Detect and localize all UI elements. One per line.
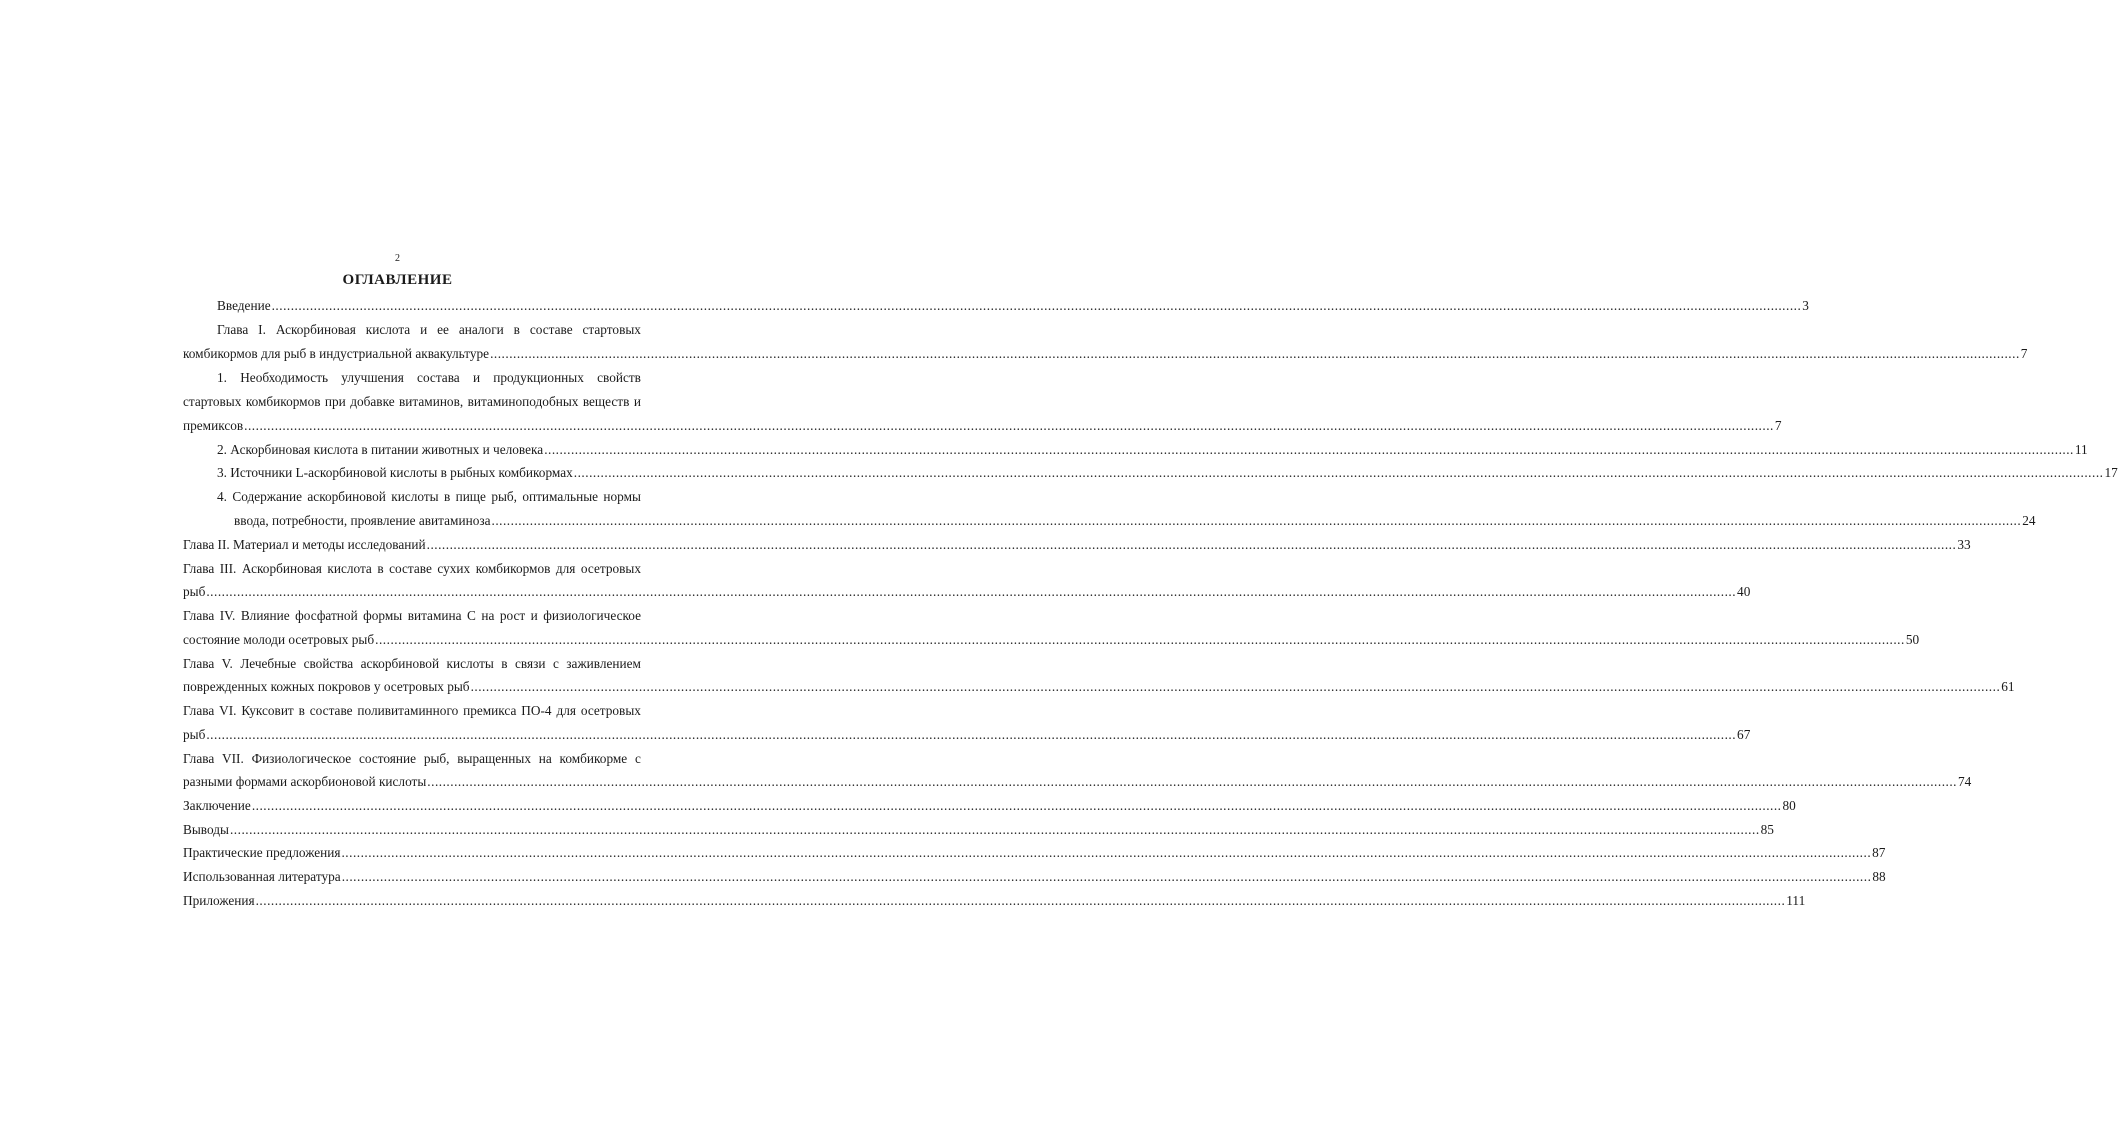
toc-entry-page: 74 bbox=[1957, 774, 1972, 789]
toc-entry-page: 87 bbox=[1872, 845, 1886, 860]
toc-word: рост bbox=[499, 608, 526, 623]
toc-word: с bbox=[552, 656, 559, 671]
toc-entry-text: ввода, потребности, проявление авитаминоза bbox=[234, 513, 491, 528]
toc-word: V. bbox=[221, 656, 233, 671]
toc-word: составе bbox=[529, 322, 573, 337]
toc-word: свойства bbox=[303, 656, 354, 671]
toc-entry-text: Глава II. Материал и методы исследований bbox=[183, 537, 426, 552]
toc-word: связи bbox=[515, 656, 546, 671]
toc-word: рыб, bbox=[491, 489, 517, 504]
toc-word: и bbox=[472, 370, 481, 385]
toc-word: в bbox=[513, 322, 520, 337]
toc-entry-findings bbox=[183, 821, 1774, 838]
toc-entry-text: Практические предложения bbox=[183, 845, 341, 860]
toc-entry-page: 7 bbox=[1774, 418, 1782, 433]
toc-entry-text: разными формами аскорбионовой кислоты bbox=[183, 774, 427, 789]
toc-entry-text: 3. Источники L-аскорбиновой кислоты в рыбных комбикормах bbox=[217, 465, 573, 480]
toc-word: кислота bbox=[327, 561, 372, 576]
toc-entry-page: 17 bbox=[2104, 465, 2118, 480]
toc-word: в bbox=[377, 561, 384, 576]
toc-entry-ch1-line1 bbox=[217, 321, 641, 338]
toc-word: осетровых bbox=[580, 703, 641, 718]
toc-word: фосфатной bbox=[295, 608, 358, 623]
dot-leader: ................................................................................................................................................................................................................................................................................................................................................................................................................ bbox=[544, 442, 2074, 457]
toc-entry-ch4 bbox=[183, 631, 1920, 648]
toc-entry-ch3-line1 bbox=[183, 560, 641, 577]
toc-entry-text: поврежденных кожных покровов у осетровых рыб bbox=[183, 679, 470, 694]
toc-entry-ch6-line1 bbox=[183, 702, 641, 719]
toc-word: добавке bbox=[350, 394, 395, 409]
toc-entry-s1-line2 bbox=[183, 393, 641, 410]
toc-word: Глава bbox=[217, 322, 249, 337]
toc-word: ее bbox=[437, 322, 449, 337]
toc-word: IV. bbox=[219, 608, 236, 623]
toc-word: сухих bbox=[437, 561, 471, 576]
toc-word: кислоты bbox=[391, 489, 439, 504]
dot-leader: ................................................................................................................................................................................................................................................................................................................................................................................................................ bbox=[470, 679, 2001, 694]
toc-entry-page: 50 bbox=[1905, 632, 1920, 647]
toc-word: I. bbox=[258, 322, 266, 337]
toc-word: продукционных bbox=[493, 370, 584, 385]
toc-entry-text: комбикормов для рыб в индустриальной аквакультуре bbox=[183, 346, 490, 361]
dot-leader: ................................................................................................................................................................................................................................................................................................................................................................................................................ bbox=[341, 869, 1872, 884]
dot-leader: ................................................................................................................................................................................................................................................................................................................................................................................................................ bbox=[206, 727, 1737, 742]
toc-word: Глава bbox=[183, 656, 215, 671]
toc-word: и bbox=[420, 322, 428, 337]
toc-word: витаминов, bbox=[399, 394, 464, 409]
toc-word: витамина bbox=[407, 608, 462, 623]
toc-entry-ch2 bbox=[183, 536, 1971, 553]
toc-word: веществ bbox=[582, 394, 630, 409]
toc-word: при bbox=[324, 394, 346, 409]
toc-entry-text: премиксов bbox=[183, 418, 244, 433]
toc-word: Аскорбиновая bbox=[275, 322, 356, 337]
toc-word: состава bbox=[417, 370, 460, 385]
dot-leader: ................................................................................................................................................................................................................................................................................................................................................................................................................ bbox=[490, 346, 2020, 361]
toc-word: на bbox=[481, 608, 495, 623]
toc-word: аскорбиновой bbox=[307, 489, 386, 504]
toc-word: 4. bbox=[217, 489, 227, 504]
dot-leader: ................................................................................................................................................................................................................................................................................................................................................................................................................ bbox=[244, 418, 1774, 433]
toc-entry-ch6 bbox=[183, 726, 1751, 743]
toc-word: Физиологическое bbox=[251, 751, 352, 766]
toc-word: физиологическое bbox=[543, 608, 641, 623]
toc-title: ОГЛАВЛЕНИЕ bbox=[342, 272, 453, 288]
toc-word: на bbox=[538, 751, 552, 766]
toc-word: стартовых bbox=[582, 322, 641, 337]
toc-word: свойств bbox=[597, 370, 641, 385]
toc-word: С bbox=[466, 608, 476, 623]
dot-leader: ................................................................................................................................................................................................................................................................................................................................................................................................................ bbox=[341, 845, 1872, 860]
toc-word: Глава bbox=[183, 608, 215, 623]
toc-word: заживлением bbox=[566, 656, 641, 671]
toc-entry-text: состояние молоди осетровых рыб bbox=[183, 632, 375, 647]
toc-word: Лечебные bbox=[240, 656, 297, 671]
toc-entry-ch5-line1 bbox=[183, 655, 641, 672]
toc-word: витаминоподобных bbox=[467, 394, 579, 409]
toc-word: премикса bbox=[463, 703, 517, 718]
toc-entry-page: 111 bbox=[1786, 893, 1806, 908]
toc-word: 1. bbox=[217, 370, 227, 385]
toc-word: кислоты bbox=[446, 656, 494, 671]
toc-entry-ch4-line1 bbox=[183, 607, 641, 624]
toc-word: осетровых bbox=[580, 561, 641, 576]
toc-word: аскорбиновой bbox=[360, 656, 440, 671]
toc-entry-s4-line1 bbox=[217, 488, 641, 505]
toc-word: Содержание bbox=[232, 489, 303, 504]
toc-entry-page: 88 bbox=[1872, 869, 1886, 884]
toc-word: составе bbox=[309, 703, 353, 718]
toc-word: пище bbox=[455, 489, 486, 504]
toc-entry-page: 7 bbox=[2020, 346, 2028, 361]
toc-entry-text: 2. Аскорбиновая кислота в питании животных и человека bbox=[217, 442, 544, 457]
toc-word: с bbox=[634, 751, 641, 766]
toc-entry-s1-line1 bbox=[217, 369, 641, 386]
toc-entry-page: 61 bbox=[2001, 679, 2015, 694]
toc-word: в bbox=[501, 656, 508, 671]
toc-entry-literature bbox=[183, 868, 1886, 885]
toc-entry-text: Использованная литература bbox=[183, 869, 341, 884]
toc-word: нормы bbox=[603, 489, 641, 504]
toc-entry-page: 33 bbox=[1957, 537, 1971, 552]
toc-entry-ch3 bbox=[183, 583, 1751, 600]
dot-leader: ................................................................................................................................................................................................................................................................................................................................................................................................................ bbox=[255, 893, 1786, 908]
toc-word: Влияние bbox=[240, 608, 290, 623]
toc-entry-text: рыб bbox=[183, 727, 206, 742]
toc-word: ПО-4 bbox=[521, 703, 552, 718]
toc-word: формы bbox=[363, 608, 403, 623]
toc-entry-text: рыб bbox=[183, 584, 206, 599]
page-number: 2 bbox=[395, 253, 400, 264]
toc-word: в bbox=[298, 703, 305, 718]
toc-word: Глава bbox=[183, 751, 215, 766]
toc-word: выращенных bbox=[457, 751, 531, 766]
toc-entry-page: 67 bbox=[1737, 727, 1751, 742]
toc-entry-s2 bbox=[217, 441, 2088, 458]
toc-entry-ch7-line1 bbox=[183, 750, 641, 767]
toc-word: VI. bbox=[219, 703, 237, 718]
toc-entry-text: Выводы bbox=[183, 822, 229, 837]
toc-entry-intro bbox=[217, 297, 1809, 314]
toc-entry-page: 3 bbox=[1802, 298, 1809, 313]
toc-word: комбикормов bbox=[245, 394, 321, 409]
dot-leader: ................................................................................................................................................................................................................................................................................................................................................................................................................ bbox=[573, 465, 2104, 480]
dot-leader: ................................................................................................................................................................................................................................................................................................................................................................................................................ bbox=[271, 298, 1802, 313]
toc-entry-s3 bbox=[217, 464, 2118, 481]
toc-word: и bbox=[530, 608, 538, 623]
dot-leader: ................................................................................................................................................................................................................................................................................................................................................................................................................ bbox=[426, 537, 1957, 552]
toc-word: улучшения bbox=[341, 370, 404, 385]
toc-entry-text: Заключение bbox=[183, 798, 251, 813]
toc-entry-s1 bbox=[183, 417, 1782, 434]
toc-word: аналоги bbox=[458, 322, 504, 337]
toc-word: Куксовит bbox=[241, 703, 294, 718]
toc-word: стартовых bbox=[183, 394, 242, 409]
toc-word: Необходимость bbox=[240, 370, 329, 385]
toc-word: кислота bbox=[365, 322, 411, 337]
toc-entry-ch7 bbox=[183, 773, 1972, 790]
toc-word: Глава bbox=[183, 561, 215, 576]
toc-word: комбикорме bbox=[559, 751, 628, 766]
dot-leader: ................................................................................................................................................................................................................................................................................................................................................................................................................ bbox=[375, 632, 1905, 647]
dot-leader: ................................................................................................................................................................................................................................................................................................................................................................................................................ bbox=[427, 774, 1957, 789]
toc-word: состояние bbox=[358, 751, 417, 766]
toc-word: Глава bbox=[183, 703, 215, 718]
toc-word: Аскорбиновая bbox=[241, 561, 322, 576]
toc-word: и bbox=[633, 394, 641, 409]
toc-entry-text: Введение bbox=[217, 298, 271, 313]
toc-entry-page: 80 bbox=[1782, 798, 1796, 813]
toc-entry-ch1 bbox=[183, 345, 2028, 362]
toc-entry-page: 85 bbox=[1760, 822, 1774, 837]
toc-entry-page: 11 bbox=[2074, 442, 2088, 457]
toc-word: III. bbox=[219, 561, 237, 576]
dot-leader: ................................................................................................................................................................................................................................................................................................................................................................................................................ bbox=[491, 513, 2022, 528]
toc-entry-text: Приложения bbox=[183, 893, 255, 908]
toc-entry-conclusion bbox=[183, 797, 1796, 814]
dot-leader: ................................................................................................................................................................................................................................................................................................................................................................................................................ bbox=[229, 822, 1760, 837]
toc-word: для bbox=[555, 561, 576, 576]
toc-word: оптимальные bbox=[522, 489, 599, 504]
toc-word: в bbox=[443, 489, 451, 504]
dot-leader: ................................................................................................................................................................................................................................................................................................................................................................................................................ bbox=[206, 584, 1737, 599]
toc-entry-practical bbox=[183, 844, 1886, 861]
toc-entry-page: 40 bbox=[1737, 584, 1751, 599]
toc-entry-s4 bbox=[234, 512, 2036, 529]
toc-word: рыб, bbox=[423, 751, 450, 766]
toc-word: для bbox=[556, 703, 576, 718]
dot-leader: ................................................................................................................................................................................................................................................................................................................................................................................................................ bbox=[251, 798, 1782, 813]
toc-word: поливитаминного bbox=[357, 703, 459, 718]
toc-word: VII. bbox=[222, 751, 244, 766]
toc-entry-page: 24 bbox=[2022, 513, 2036, 528]
toc-word: комбикормов bbox=[475, 561, 551, 576]
toc-word: составе bbox=[389, 561, 432, 576]
toc-entry-appendix bbox=[183, 892, 1806, 909]
toc-entry-ch5 bbox=[183, 678, 2015, 695]
